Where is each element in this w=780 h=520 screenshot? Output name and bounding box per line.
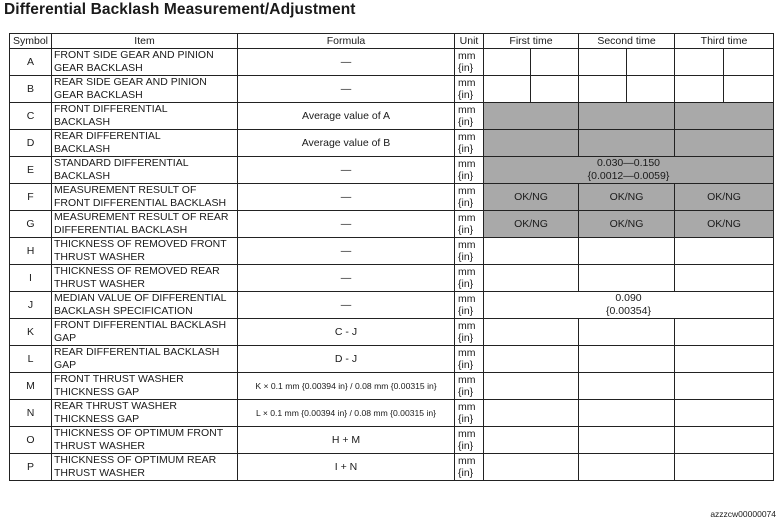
item-line: THICKNESS OF REMOVED FRONT (54, 238, 227, 250)
item-cell (52, 238, 238, 265)
item-line: THICKNESS OF OPTIMUM REAR (54, 454, 217, 466)
measurement-input[interactable] (484, 76, 531, 103)
symbol-cell: D (10, 130, 52, 157)
formula-cell: Average value of A (238, 103, 455, 130)
table-row (10, 157, 774, 184)
formula-cell: H + M (238, 427, 455, 454)
formula-cell: K × 0.1 mm {0.00394 in} / 0.08 mm {0.00315 in} (238, 373, 455, 400)
symbol-cell: L (10, 346, 52, 373)
unit-in: {in} (458, 386, 474, 398)
item-line: THRUST WASHER (54, 467, 146, 479)
item-line: GAP (54, 359, 77, 371)
table-row (10, 292, 774, 319)
symbol-cell: K (10, 319, 52, 346)
unit-mm: mm (458, 428, 476, 440)
unit-mm: mm (458, 212, 476, 224)
item-cell (52, 103, 238, 130)
item-line: THICKNESS GAP (54, 386, 140, 398)
item-line: FRONT DIFFERENTIAL BACKLASH (54, 319, 227, 331)
ok-ng-cell[interactable]: OK/NG (675, 211, 774, 238)
measurement-input[interactable] (675, 454, 774, 481)
ok-ng-cell[interactable]: OK/NG (579, 184, 675, 211)
unit-mm: mm (458, 320, 476, 332)
unit-in: {in} (458, 413, 474, 425)
item-cell (52, 346, 238, 373)
measurement-input[interactable] (484, 319, 579, 346)
item-line: GEAR BACKLASH (54, 89, 143, 101)
unit-cell (455, 157, 484, 184)
item-line: MEASUREMENT RESULT OF REAR (54, 211, 229, 223)
specification-cell (484, 292, 774, 319)
unit-cell (455, 427, 484, 454)
figure-id: azzzcw00000074 (710, 509, 776, 519)
unit-mm: mm (458, 401, 476, 413)
unit-mm: mm (458, 77, 476, 89)
measurement-input[interactable] (627, 49, 675, 76)
item-cell (52, 157, 238, 184)
measurement-input[interactable] (484, 49, 531, 76)
unit-cell (455, 238, 484, 265)
measurement-input[interactable] (484, 238, 579, 265)
measurement-input[interactable] (675, 49, 724, 76)
unit-cell (455, 400, 484, 427)
unit-in: {in} (458, 89, 474, 101)
symbol-cell: N (10, 400, 52, 427)
unit-mm: mm (458, 50, 476, 62)
table-row (10, 184, 774, 211)
unit-cell (455, 49, 484, 76)
unit-in: {in} (458, 278, 474, 290)
header-item: Item (52, 34, 238, 49)
symbol-cell: P (10, 454, 52, 481)
item-line: REAR DIFFERENTIAL BACKLASH (54, 346, 220, 358)
item-line: FRONT DIFFERENTIAL BACKLASH (54, 197, 227, 209)
unit-in: {in} (458, 440, 474, 452)
unit-in: {in} (458, 62, 474, 74)
shaded-cell (579, 130, 675, 157)
unit-in: {in} (458, 116, 474, 128)
unit-cell (455, 454, 484, 481)
measurement-input[interactable] (579, 427, 675, 454)
unit-cell (455, 211, 484, 238)
measurement-input[interactable] (484, 427, 579, 454)
formula-cell: — (238, 211, 455, 238)
formula-cell: C - J (238, 319, 455, 346)
spec-value-in: {0.00354} (606, 305, 651, 317)
unit-cell (455, 373, 484, 400)
unit-in: {in} (458, 305, 474, 317)
unit-cell (455, 76, 484, 103)
header-unit: Unit (455, 34, 484, 49)
formula-cell: — (238, 238, 455, 265)
table-row (10, 49, 774, 76)
formula-cell: — (238, 184, 455, 211)
formula-cell: D - J (238, 346, 455, 373)
item-cell (52, 265, 238, 292)
ok-ng-cell[interactable]: OK/NG (675, 184, 774, 211)
measurement-input[interactable] (579, 346, 675, 373)
unit-mm: mm (458, 104, 476, 116)
item-cell (52, 76, 238, 103)
item-line: THICKNESS GAP (54, 413, 140, 425)
table-row (10, 103, 774, 130)
measurement-input[interactable] (579, 238, 675, 265)
measurement-input[interactable] (531, 76, 579, 103)
ok-ng-cell[interactable]: OK/NG (579, 211, 675, 238)
measurement-input[interactable] (675, 427, 774, 454)
measurement-input[interactable] (724, 76, 774, 103)
formula-cell: — (238, 49, 455, 76)
item-cell (52, 184, 238, 211)
unit-cell (455, 130, 484, 157)
table-row (10, 238, 774, 265)
symbol-cell: I (10, 265, 52, 292)
item-line: GEAR BACKLASH (54, 62, 143, 74)
unit-mm: mm (458, 158, 476, 170)
measurement-input[interactable] (675, 265, 774, 292)
symbol-cell: J (10, 292, 52, 319)
measurement-input[interactable] (531, 49, 579, 76)
unit-in: {in} (458, 197, 474, 209)
table-row (10, 76, 774, 103)
shaded-cell (484, 103, 579, 130)
measurement-input[interactable] (627, 76, 675, 103)
measurement-input[interactable] (675, 346, 774, 373)
item-line: BACKLASH (54, 170, 111, 182)
formula-cell: — (238, 76, 455, 103)
header-symbol: Symbol (10, 34, 52, 49)
unit-in: {in} (458, 170, 474, 182)
measurement-input[interactable] (484, 265, 579, 292)
measurement-input[interactable] (484, 346, 579, 373)
ok-ng-cell[interactable]: OK/NG (484, 211, 579, 238)
measurement-input[interactable] (579, 76, 627, 103)
measurement-input[interactable] (579, 319, 675, 346)
unit-in: {in} (458, 467, 474, 479)
symbol-cell: G (10, 211, 52, 238)
measurement-input[interactable] (579, 373, 675, 400)
unit-cell (455, 184, 484, 211)
header-row (10, 34, 774, 49)
unit-mm: mm (458, 347, 476, 359)
shaded-cell (484, 130, 579, 157)
measurement-input[interactable] (724, 49, 774, 76)
symbol-cell: C (10, 103, 52, 130)
measurement-input[interactable] (484, 454, 579, 481)
unit-cell (455, 265, 484, 292)
formula-cell: — (238, 265, 455, 292)
symbol-cell: H (10, 238, 52, 265)
shaded-cell (675, 103, 774, 130)
spec-value-in: {0.0012—0.0059} (587, 170, 670, 182)
item-line: BACKLASH SPECIFICATION (54, 305, 193, 317)
item-cell (52, 454, 238, 481)
item-line: THICKNESS OF REMOVED REAR (54, 265, 220, 277)
unit-mm: mm (458, 293, 476, 305)
item-line: MEDIAN VALUE OF DIFFERENTIAL (54, 292, 227, 304)
table-row (10, 454, 774, 481)
measurement-input[interactable] (579, 265, 675, 292)
measurement-input[interactable] (484, 373, 579, 400)
unit-in: {in} (458, 332, 474, 344)
unit-mm: mm (458, 455, 476, 467)
symbol-cell: F (10, 184, 52, 211)
unit-cell (455, 319, 484, 346)
item-cell (52, 373, 238, 400)
specification-cell (484, 157, 774, 184)
unit-mm: mm (458, 266, 476, 278)
table-row (10, 211, 774, 238)
unit-mm: mm (458, 185, 476, 197)
table-row (10, 373, 774, 400)
item-line: FRONT THRUST WASHER (54, 373, 184, 385)
item-cell (52, 427, 238, 454)
unit-cell (455, 346, 484, 373)
unit-in: {in} (458, 359, 474, 371)
unit-cell (455, 103, 484, 130)
item-line: DIFFERENTIAL BACKLASH (54, 224, 188, 236)
measurement-input[interactable] (675, 319, 774, 346)
item-line: REAR SIDE GEAR AND PINION (54, 76, 207, 88)
measurement-input[interactable] (579, 400, 675, 427)
table-row (10, 319, 774, 346)
item-line: BACKLASH (54, 116, 111, 128)
measurement-input[interactable] (579, 454, 675, 481)
symbol-cell: M (10, 373, 52, 400)
item-cell (52, 49, 238, 76)
backlash-table (9, 33, 774, 481)
symbol-cell: A (10, 49, 52, 76)
table-row (10, 427, 774, 454)
table-row (10, 130, 774, 157)
item-cell (52, 211, 238, 238)
item-line: THRUST WASHER (54, 278, 146, 290)
item-line: THICKNESS OF OPTIMUM FRONT (54, 427, 224, 439)
item-line: STANDARD DIFFERENTIAL (54, 157, 189, 169)
item-line: GAP (54, 332, 77, 344)
shaded-cell (675, 130, 774, 157)
ok-ng-cell[interactable]: OK/NG (484, 184, 579, 211)
measurement-input[interactable] (675, 238, 774, 265)
unit-in: {in} (458, 251, 474, 263)
item-cell (52, 400, 238, 427)
spec-value-mm: 0.030—0.150 (596, 157, 661, 169)
measurement-input[interactable] (675, 76, 724, 103)
unit-mm: mm (458, 131, 476, 143)
item-cell (52, 319, 238, 346)
item-line: MEASUREMENT RESULT OF (54, 184, 197, 196)
symbol-cell: E (10, 157, 52, 184)
item-line: REAR DIFFERENTIAL (54, 130, 161, 142)
header-third-time: Third time (675, 34, 774, 49)
item-line: REAR THRUST WASHER (54, 400, 177, 412)
unit-in: {in} (458, 143, 474, 155)
item-line: FRONT SIDE GEAR AND PINION (54, 49, 214, 61)
spec-value-mm: 0.090 (615, 292, 642, 304)
unit-in: {in} (458, 224, 474, 236)
header-second-time: Second time (579, 34, 675, 49)
measurement-input[interactable] (579, 49, 627, 76)
header-formula: Formula (238, 34, 455, 49)
item-line: FRONT DIFFERENTIAL (54, 103, 168, 115)
symbol-cell: B (10, 76, 52, 103)
table-row (10, 265, 774, 292)
formula-cell: Average value of B (238, 130, 455, 157)
item-cell (52, 292, 238, 319)
item-line: THRUST WASHER (54, 440, 146, 452)
formula-cell: — (238, 292, 455, 319)
unit-mm: mm (458, 239, 476, 251)
page-title: Differential Backlash Measurement/Adjustment (4, 1, 356, 18)
formula-cell: L × 0.1 mm {0.00394 in} / 0.08 mm {0.00315 in} (238, 400, 455, 427)
unit-cell (455, 292, 484, 319)
table-row (10, 346, 774, 373)
measurement-input[interactable] (484, 400, 579, 427)
item-cell (52, 130, 238, 157)
symbol-cell: O (10, 427, 52, 454)
table-row (10, 400, 774, 427)
header-first-time: First time (484, 34, 579, 49)
unit-mm: mm (458, 374, 476, 386)
measurement-input[interactable] (675, 400, 774, 427)
item-line: THRUST WASHER (54, 251, 146, 263)
measurement-input[interactable] (675, 373, 774, 400)
formula-cell: I + N (238, 454, 455, 481)
item-line: BACKLASH (54, 143, 111, 155)
formula-cell: — (238, 157, 455, 184)
shaded-cell (579, 103, 675, 130)
